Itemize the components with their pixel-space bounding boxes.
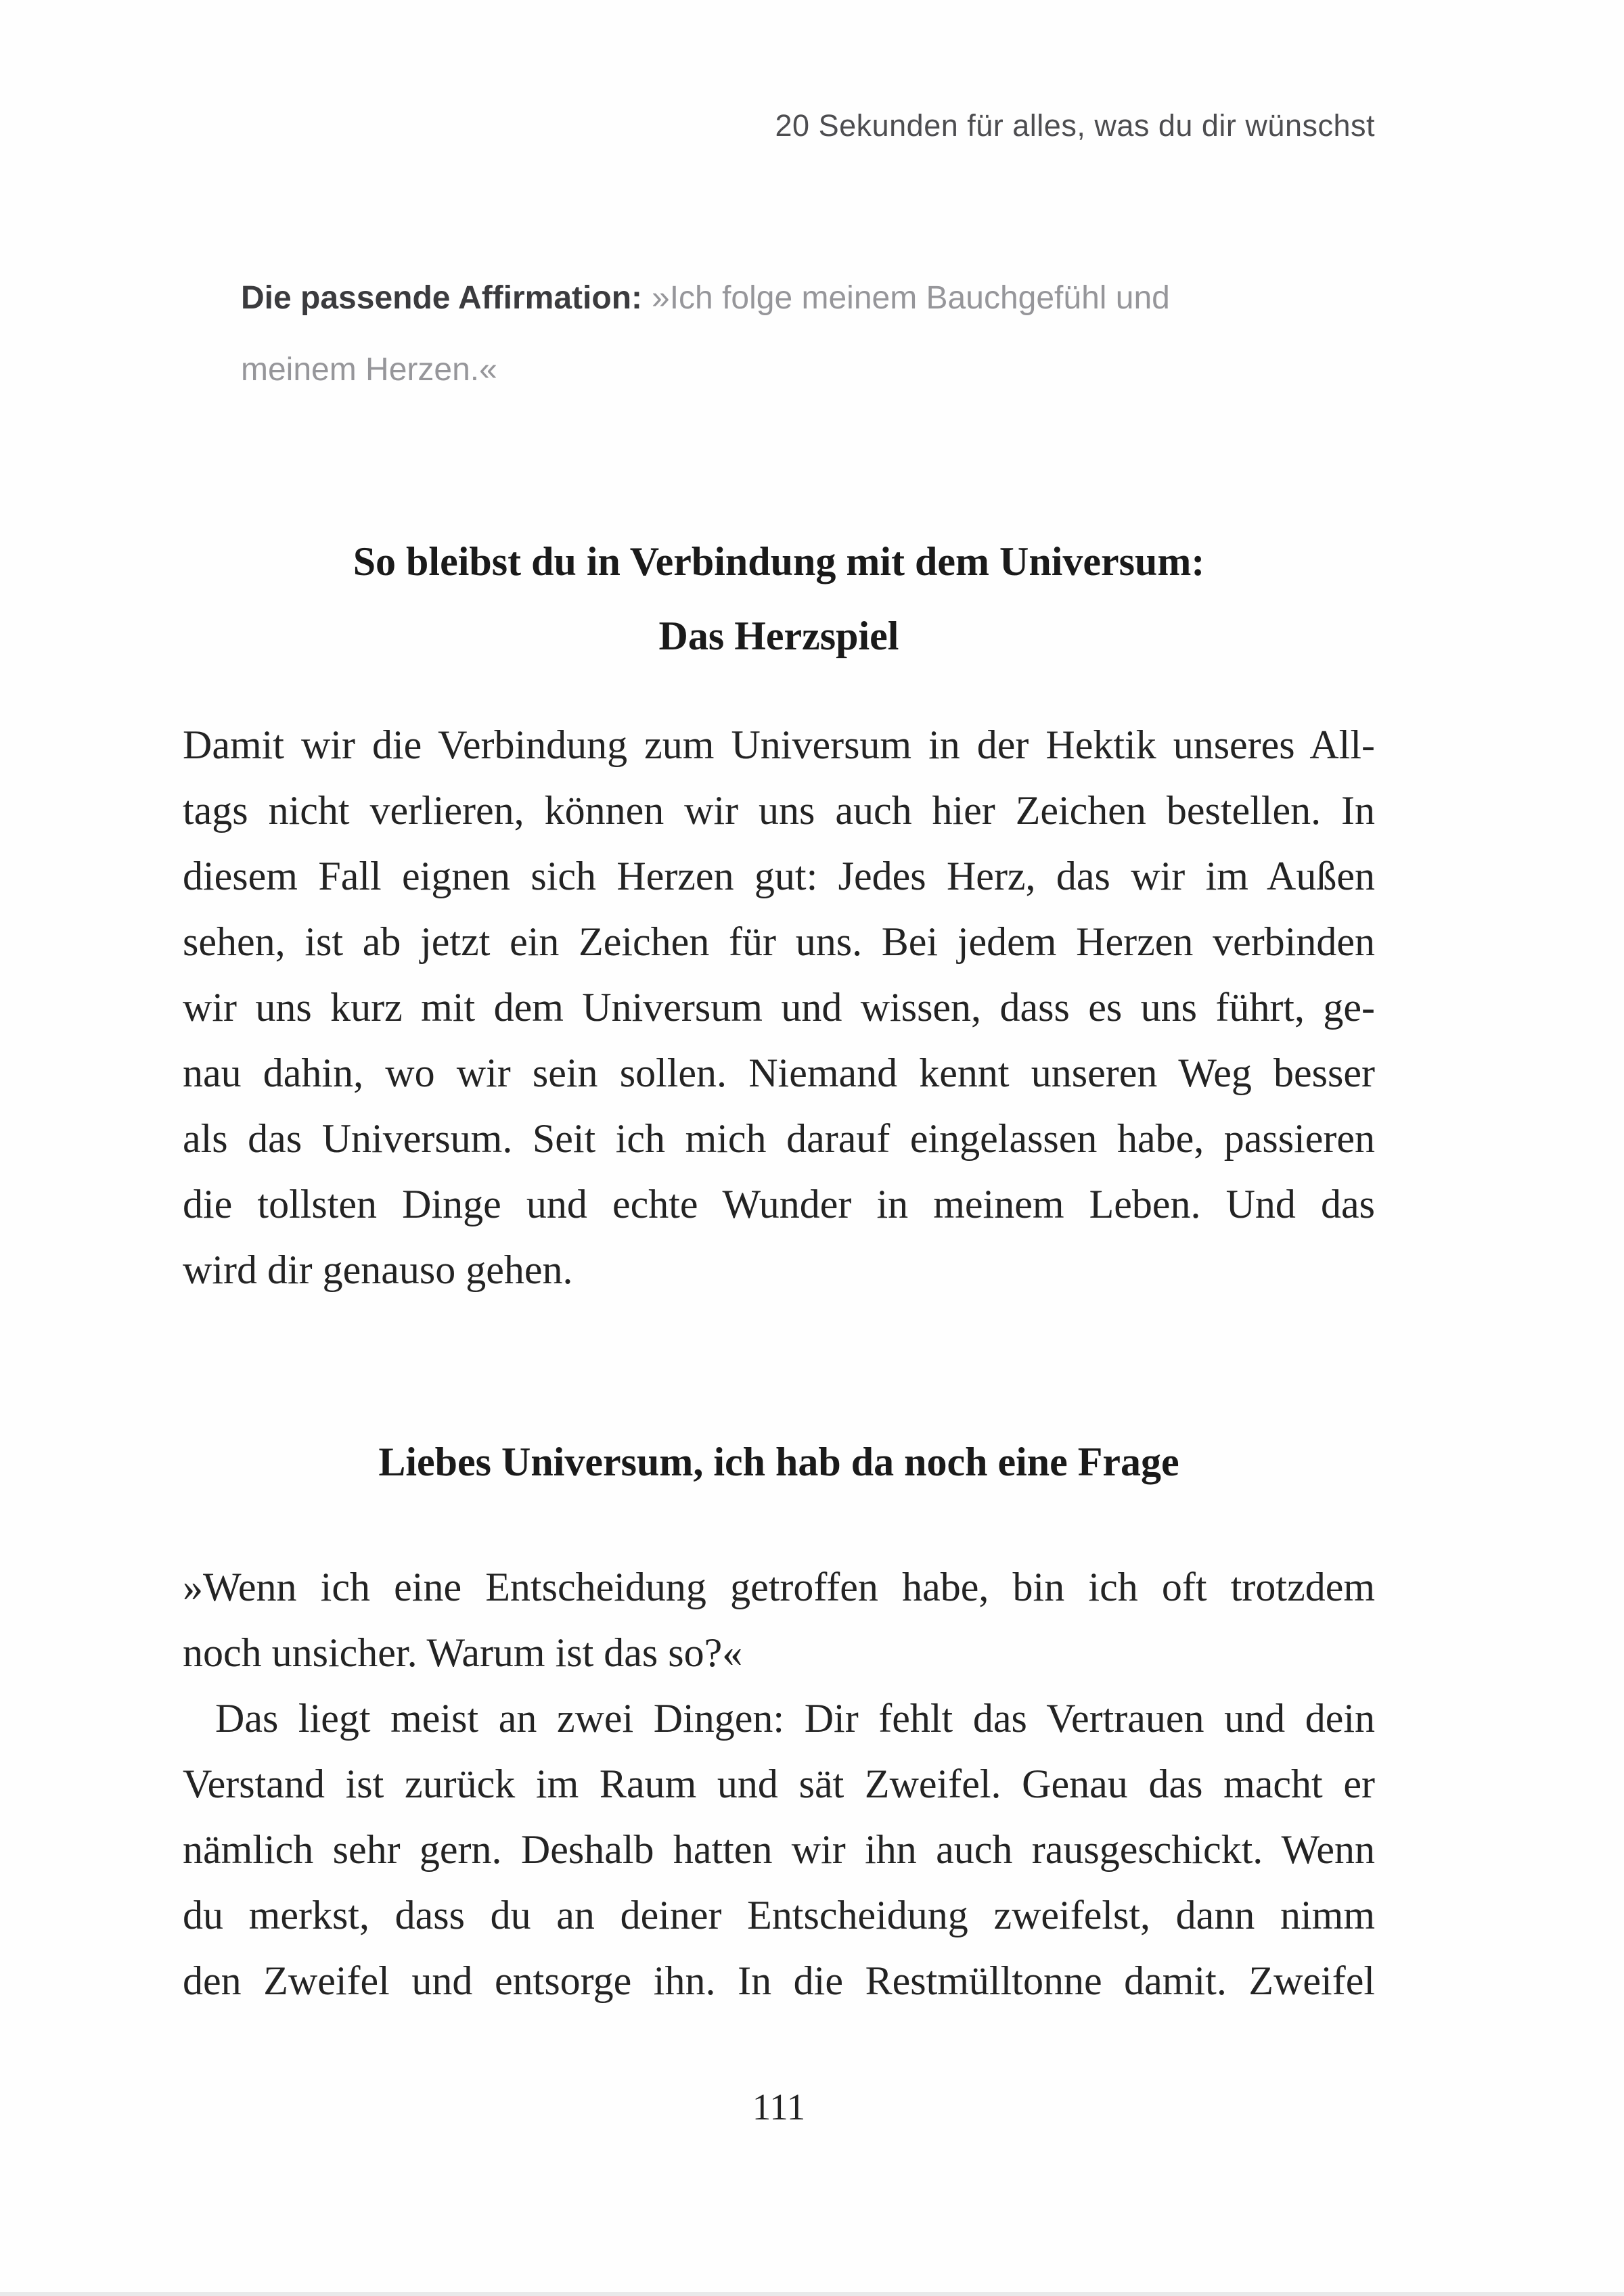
- text-line: tags nicht verlieren, können wir uns auch hier Zeichen bestellen. In: [183, 788, 1375, 833]
- affirmation-block: [241, 262, 1375, 406]
- affirmation-label: Die passende Affirmation:: [241, 280, 642, 316]
- text-line: wird dir genauso gehen.: [183, 1247, 573, 1292]
- text-line: den Zweifel und entsorge ihn. In die Restmülltonne damit. Zweifel: [183, 1958, 1375, 2003]
- affirmation-quote-part1: »Ich folge meinem Bauchgefühl und: [652, 280, 1170, 316]
- text-line: du merkst, dass du an deiner Entscheidung zweifelst, dann nimm: [183, 1893, 1375, 1937]
- text-line: Das liegt meist an zwei Dingen: Dir fehlt das Vertrauen und dein: [215, 1696, 1375, 1741]
- text-line: als das Universum. Seit ich mich darauf eingelassen habe, passieren: [183, 1116, 1375, 1161]
- page-bottom-edge: [0, 2292, 1624, 2296]
- text-line: die tollsten Dinge und echte Wunder in meinem Leben. Und das: [183, 1182, 1375, 1226]
- text-line: wir uns kurz mit dem Universum und wissen, dass es uns führt, ge-: [183, 985, 1375, 1030]
- section-heading-line: Das Herzspiel: [658, 614, 899, 658]
- text-line: nämlich sehr gern. Deshalb hatten wir ihn auch rausgeschickt. Wenn: [183, 1827, 1375, 1872]
- text-line: Verstand ist zurück im Raum und sät Zweifel. Genau das macht er: [183, 1762, 1375, 1806]
- paragraph-frage: [183, 1555, 1375, 2014]
- text-line: noch unsicher. Warum ist das so?«: [183, 1630, 743, 1675]
- section-heading-frage: [183, 1425, 1375, 1499]
- section-heading-herzspiel: [183, 524, 1375, 673]
- running-header: 20 Sekunden für alles, was du dir wünschst: [775, 108, 1375, 143]
- text-line: Damit wir die Verbindung zum Universum in der Hektik unseres All-: [183, 722, 1375, 767]
- text-line: nau dahin, wo wir sein sollen. Niemand kennt unseren Weg besser: [183, 1051, 1375, 1095]
- section-heading-line: Liebes Universum, ich hab da noch eine Frage: [378, 1440, 1179, 1484]
- section-heading-line: So bleibst du in Verbindung mit dem Universum:: [353, 539, 1205, 584]
- text-line: »Wenn ich eine Entscheidung getroffen habe, bin ich oft trotzdem: [183, 1565, 1375, 1609]
- text-line: diesem Fall eignen sich Herzen gut: Jedes Herz, das wir im Außen: [183, 854, 1375, 898]
- affirmation-quote-part2: meinem Herzen.«: [241, 352, 497, 388]
- page-number: 111: [752, 2086, 806, 2128]
- text-line: sehen, ist ab jetzt ein Zeichen für uns. Bei jedem Herzen verbinden: [183, 919, 1375, 964]
- paragraph-herzspiel: [183, 712, 1375, 1303]
- affirmation-line: [241, 262, 1375, 334]
